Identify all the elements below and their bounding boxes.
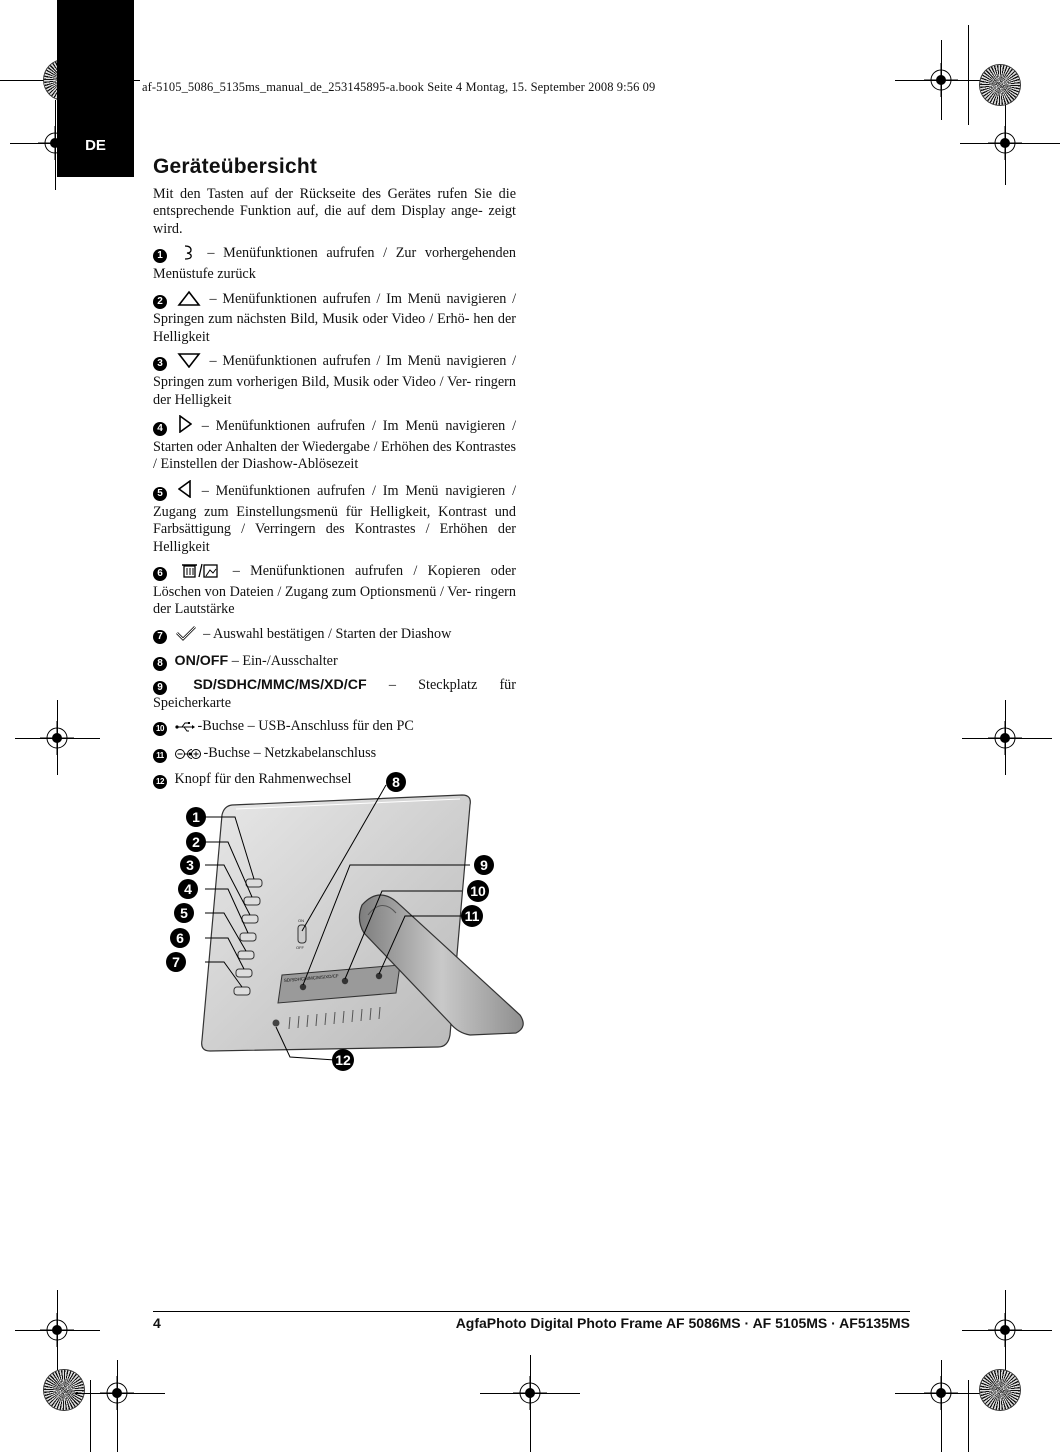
crop-line (968, 1380, 969, 1452)
list-item (153, 352, 516, 409)
item-text: – Menüfunktionen aufrufen / Kopieren oder Löschen von Dateien / Zugang zum Optionsmenü / Ver- ringern der Lautstärke (153, 563, 517, 618)
footer-title: AgfaPhoto Digital Photo Frame AF 5086MS · AF 5105MS · AF5135MS (455, 1315, 910, 1331)
color-rosette-icon (980, 65, 1020, 105)
callout-7: 7 (172, 954, 180, 970)
item-text: – Menüfunktionen aufrufen / Im Menü navigieren / Zugang zum Einstellungsmenü für Helligkeit, Kontrast und Farbsättigung / Verringern des Kontrastes / Erhöhen der Helligkeit (153, 482, 517, 555)
registration-mark-icon (513, 1376, 547, 1410)
registration-mark-icon (988, 721, 1022, 755)
list-item (153, 653, 516, 671)
item-number: 1 (153, 249, 167, 263)
list-item (153, 415, 516, 474)
frame-change-knob (273, 1020, 280, 1027)
list-item (153, 625, 516, 647)
item-number: 7 (153, 630, 167, 644)
item-number: 4 (153, 422, 167, 436)
item-text: – Ein-/Ausschalter (231, 652, 338, 669)
left-triangle-icon (178, 480, 192, 504)
callout-9: 9 (480, 857, 488, 873)
list-item (153, 244, 516, 283)
intro-paragraph: Mit den Tasten auf der Rückseite des Gerätes rufen Sie die entsprechende Funktion auf, die auf dem Display ange- zeigt wird. (153, 185, 516, 237)
list-item (153, 718, 516, 739)
item-text: – Menüfunktionen aufrufen / Zur vorhergehenden Menüstufe zurück (153, 245, 517, 282)
power-switch (298, 925, 306, 943)
color-rosette-icon (980, 1370, 1020, 1410)
content-column (153, 155, 517, 795)
color-rosette-icon (44, 1370, 84, 1410)
callout-10: 10 (470, 883, 486, 899)
page-number: 4 (153, 1315, 161, 1331)
back-icon (180, 244, 196, 266)
item-text: – Menüfunktionen aufrufen / Im Menü navigieren / Springen zum nächsten Bild, Musik oder Video / Erhö- hen der Helligkeit (153, 290, 517, 345)
registration-mark-icon (924, 63, 958, 97)
registration-mark-icon (40, 721, 74, 755)
item-number: 12 (153, 775, 167, 789)
down-triangle-icon (177, 352, 201, 374)
switch-off-label: OFF (296, 945, 304, 950)
trash-copy-icon (181, 562, 219, 584)
item-text: – Menüfunktionen aufrufen / Im Menü navigieren / Springen zum vorherigen Bild, Musik oder Video / Ver- ringern der Helligkeit (153, 353, 517, 408)
item-number: 3 (153, 357, 167, 371)
item-number: 2 (153, 295, 167, 309)
registration-mark-icon (40, 1313, 74, 1347)
right-triangle-icon (178, 415, 192, 439)
footer-rule (153, 1311, 910, 1312)
callout-12: 12 (335, 1052, 351, 1068)
callout-2: 2 (192, 834, 200, 850)
callout-8: 8 (392, 774, 400, 790)
item-number: 9 (153, 681, 167, 695)
list-item (153, 677, 516, 713)
device-diagram (150, 765, 530, 1075)
item-text: – Steckplatz für Speicherkarte (153, 676, 517, 711)
callout-6: 6 (176, 930, 184, 946)
registration-mark-icon (100, 1376, 134, 1410)
list-item (153, 562, 516, 619)
callout-11: 11 (464, 908, 480, 924)
item-text: -Buchse – Netzkabelanschluss (203, 744, 377, 761)
callout-3: 3 (186, 857, 194, 873)
item-number: 5 (153, 487, 167, 501)
check-icon (175, 625, 197, 647)
frame-body (202, 795, 471, 1051)
item-number: 10 (153, 722, 167, 736)
item-text: -Buchse – USB-Anschluss für den PC (197, 718, 414, 735)
item-text: – Auswahl bestätigen / Starten der Diashow (203, 626, 452, 643)
callout-5: 5 (180, 905, 188, 921)
callout-1: 1 (192, 809, 200, 825)
registration-mark-icon (924, 1376, 958, 1410)
item-label: ON/OFF (174, 652, 229, 669)
registration-mark-icon (988, 1313, 1022, 1347)
crop-line (90, 1380, 91, 1452)
crop-line (968, 25, 969, 125)
page-title: Geräteübersicht (153, 155, 318, 178)
item-label: SD/SDHC/MMC/MS/XD/CF (193, 676, 367, 693)
header-meta: af-5105_5086_5135ms_manual_de_253145895-a.book Seite 4 Montag, 15. September 2008 9:56 09 (142, 80, 656, 94)
slot-label: SD/SDHC/MMC/MS/XD/CF (283, 973, 339, 983)
item-number: 6 (153, 567, 167, 581)
list-item (153, 290, 516, 347)
callout-4: 4 (184, 881, 192, 897)
list-item (153, 480, 516, 556)
registration-mark-icon (988, 126, 1022, 160)
list-item (153, 745, 516, 766)
dc-power-icon (175, 748, 201, 766)
item-text: – Menüfunktionen aufrufen / Im Menü navigieren / Starten oder Anhalten der Wiedergabe / Erhöhen des Kontrastes / Einstellen der Diashow-Ablösezeit (153, 418, 517, 473)
item-number: 11 (153, 749, 167, 763)
switch-on-label: ON (298, 918, 304, 923)
item-number: 8 (153, 657, 167, 671)
usb-icon (175, 721, 195, 739)
item-text: Knopf für den Rahmenwechsel (174, 771, 352, 788)
language-tab-label: DE (85, 137, 106, 154)
up-triangle-icon (177, 290, 201, 312)
